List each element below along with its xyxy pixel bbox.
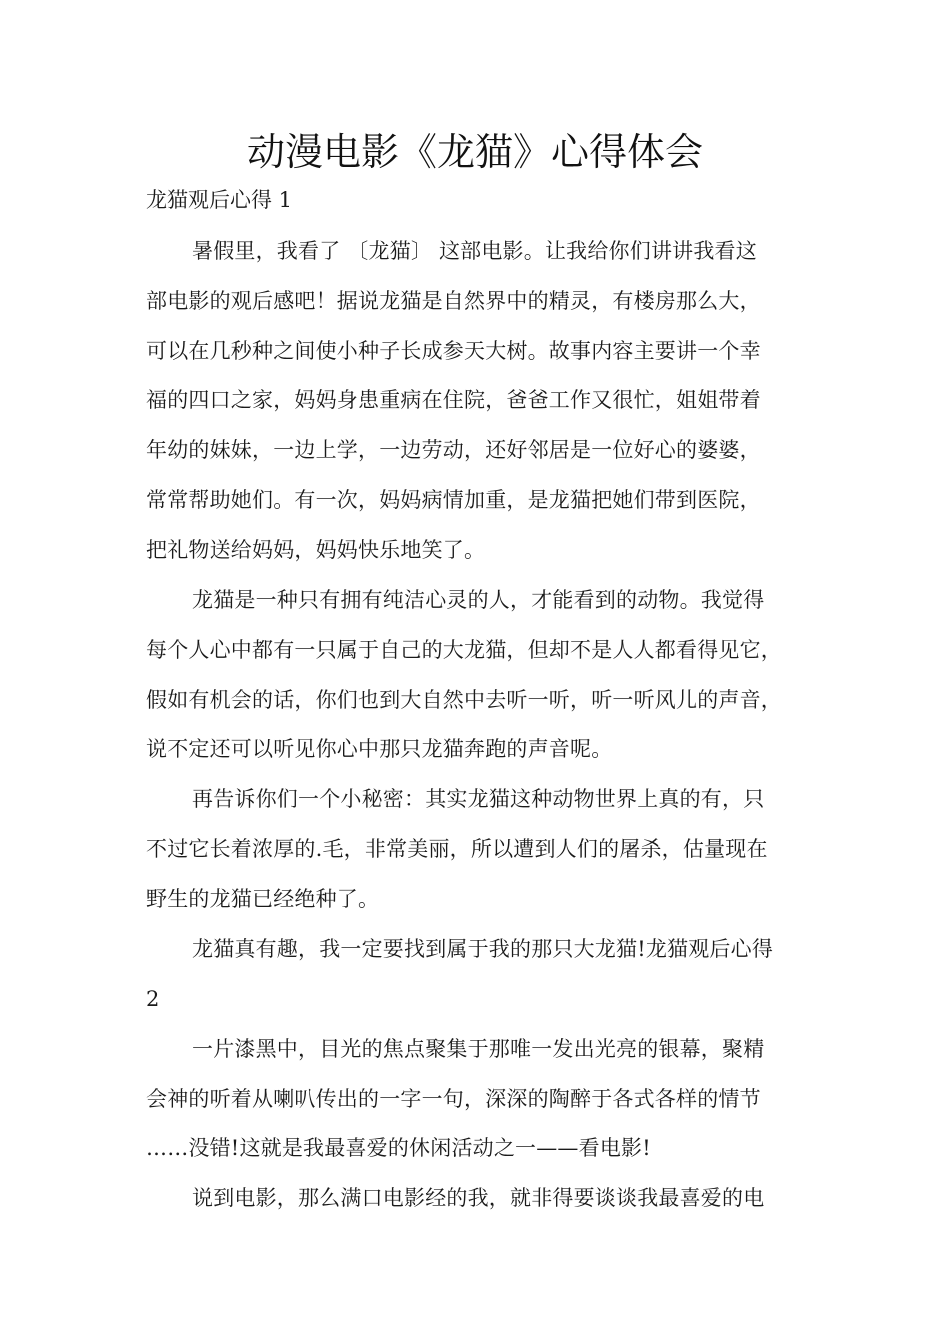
text-line: 可以在几秒种之间使小种子长成参天大树。故事内容主要讲一个幸 [146, 339, 761, 363]
text-line: 2 [146, 987, 160, 1011]
text-line: 年幼的妹妹，一边上学，一边劳动，还好邻居是一位好心的婆婆， [146, 438, 761, 462]
text-line: 说不定还可以听见你心中那只龙猫奔跑的声音呢。 [146, 737, 613, 761]
text-line: 每个人心中都有一只属于自己的大龙猫，但却不是人人都看得见它， [146, 638, 782, 662]
text-line: 说到电影，那么满口电影经的我，就非得要谈谈我最喜爱的电 [192, 1186, 765, 1210]
text-line: 会神的听着从喇叭传出的一字一句，深深的陶醉于各式各样的情节 [146, 1087, 761, 1111]
text-line: 常常帮助她们。有一次，妈妈病情加重，是龙猫把她们带到医院， [146, 488, 761, 512]
text-line: 再告诉你们一个小秘密：其实龙猫这种动物世界上真的有，只 [192, 787, 765, 811]
text-line: 暑假里，我看了 〔龙猫〕 这部电影。让我给你们讲讲我看这 [192, 239, 757, 263]
text-line: 龙猫是一种只有拥有纯洁心灵的人，才能看到的动物。我觉得 [192, 588, 765, 612]
text-line: 部电影的观后感吧！据说龙猫是自然界中的精灵，有楼房那么大， [146, 289, 761, 313]
text-line: 把礼物送给妈妈，妈妈快乐地笑了。 [146, 538, 486, 562]
text-line: 福的四口之家，妈妈身患重病在住院，爸爸工作又很忙，姐姐带着 [146, 388, 761, 412]
text-line: 不过它长着浓厚的.毛，非常美丽，所以遭到人们的屠杀，估量现在 [146, 837, 768, 861]
section-heading: 龙猫观后心得 1 [146, 188, 293, 212]
text-line: 龙猫真有趣，我一定要找到属于我的那只大龙猫!龙猫观后心得 [192, 937, 774, 961]
text-line: 野生的龙猫已经绝种了。 [146, 887, 380, 911]
document-title: 动漫电影《龙猫》心得体会 [246, 130, 703, 174]
text-line: ……没错!这就是我最喜爱的休闲活动之一——看电影! [146, 1136, 651, 1160]
text-line: 假如有机会的话，你们也到大自然中去听一听，听一听风儿的声音， [146, 688, 782, 712]
text-line: 一片漆黑中，目光的焦点聚集于那唯一发出光亮的银幕，聚精 [192, 1037, 765, 1061]
